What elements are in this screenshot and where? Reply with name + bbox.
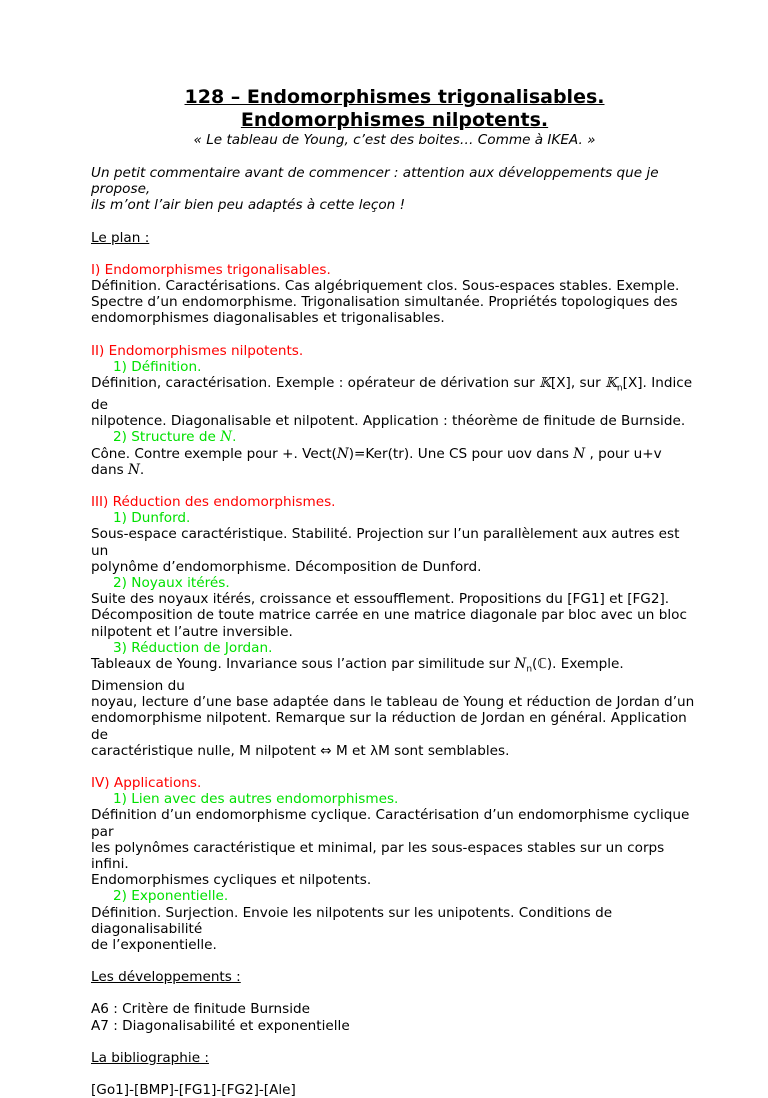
section-3-sub2: 2) Noyaux itérés. (113, 574, 230, 591)
section-3-line7: noyau, lecture d’une base adaptée dans le tableau de Young et réduction de Jordan d’un (91, 694, 695, 711)
s2-l1b: [X], sur (550, 375, 606, 392)
field-kn-symbol: 𝕂 (605, 375, 617, 392)
s2-l3c: , pour u+v dans (91, 445, 662, 478)
page-title-line2: Endomorphismes nilpotents. (240, 109, 549, 131)
section-3-line1: Sous-espace caractéristique. Stabilité. Projection sur l’un parallèlement aux autres est un (91, 526, 680, 559)
epigraph-quote: « Le tableau de Young, c’est des boites… Comme à IKEA. » (193, 132, 596, 148)
section-3-line3: Suite des noyaux itérés, croissance et essoufflement. Propositions du [FG1] et [FG2]. (91, 591, 670, 608)
bibliography-list: [Go1]-[BMP]-[FG1]-[FG2]-[Ale] (91, 1081, 296, 1098)
section-3-line4: Décomposition de toute matrice carrée en une matrice diagonale par bloc avec un bloc (91, 607, 687, 624)
section-3-sub3: 3) Réduction de Jordan. (113, 639, 273, 656)
section-4-line3: Endomorphismes cycliques et nilpotents. (91, 872, 372, 889)
section-3-line9: caractéristique nulle, M nilpotent ⇔ M et λM sont semblables. (91, 742, 510, 759)
development-item: A7 : Diagonalisabilité et exponentielle (91, 1017, 350, 1034)
nilpotent-set-symbol: 𝑁 (514, 656, 527, 672)
section-4-line5: de l’exponentielle. (91, 936, 217, 953)
section-1-line2: Spectre d’un endomorphisme. Trigonalisation simultanée. Propriétés topologiques des (91, 294, 678, 311)
field-k-symbol: 𝕂 (539, 375, 551, 392)
developments-heading (91, 969, 698, 985)
kn-subscript: n (616, 383, 623, 394)
plan-heading (91, 230, 698, 246)
nilpotent-set-symbol: 𝑁 (573, 445, 586, 462)
s2-l3a: Cône. Contre exemple pour +. Vect( (91, 445, 337, 462)
section-1-title: I) Endomorphismes trigonalisables. (91, 261, 331, 278)
s2-l3b: )=Ker(tr). Une CS pour uov dans (348, 445, 574, 462)
s2-l1a: Définition, caractérisation. Exemple : opérateur de dérivation sur (91, 375, 540, 392)
nilpotent-set-symbol: 𝑁 (127, 461, 140, 478)
section-2-sub1: 1) Définition. (113, 358, 202, 375)
section-3-line8: endomorphisme nilpotent. Remarque sur la réduction de Jordan en général. Application de (91, 710, 687, 743)
plan-heading-text: Le plan : (91, 229, 150, 246)
section-3-title: III) Réduction des endomorphismes. (91, 493, 336, 510)
complex-field: (ℂ) (532, 656, 553, 672)
developments-heading-text: Les développements : (91, 969, 241, 986)
section-2-line2: nilpotence. Diagonalisable et nilpotent. Application : théorème de finitude de Burnside. (91, 413, 686, 430)
s3-l6b: . Exemple. Dimension du (91, 656, 624, 694)
section-3-line5: nilpotent et l’autre inversible. (91, 623, 293, 640)
section-4-title: IV) Applications. (91, 774, 202, 791)
s2-l3d: . (139, 461, 145, 478)
section-2-line1 (91, 375, 698, 413)
development-item: A6 : Critère de finitude Burnside (91, 1001, 310, 1018)
section-4-sub2: 2) Exponentielle. (113, 888, 229, 905)
nilpotent-set-symbol: 𝑁 (220, 429, 233, 446)
section-4-sub1: 1) Lien avec des autres endomorphismes. (113, 791, 399, 808)
section-4-line4: Définition. Surjection. Envoie les nilpotents sur les unipotents. Conditions de diagonalisabilité (91, 904, 613, 937)
section-3-line2: polynôme d’endomorphisme. Décomposition de Dunford. (91, 558, 482, 575)
page-title: 128 – Endomorphismes trigonalisables. (184, 86, 605, 108)
s3-l6a: Tableaux de Young. Invariance sous l’action par similitude sur (91, 656, 515, 672)
bibliography-heading (91, 1050, 698, 1066)
section-2-title: II) Endomorphismes nilpotents. (91, 342, 304, 359)
section-1-line1: Définition. Caractérisations. Cas algébriquement clos. Sous-espaces stables. Exemple. (91, 278, 680, 295)
nilpotent-set-symbol: 𝑁 (336, 445, 349, 462)
section-4-line2: les polynômes caractéristique et minimal, par les sous-espaces stables sur un corps infini. (91, 839, 665, 872)
intro-comment-line1: Un petit commentaire avant de commencer : attention aux développements que je propose, (91, 165, 659, 198)
section-2-line3 (91, 446, 698, 478)
section-3-sub1: 1) Dunford. (113, 510, 191, 527)
s2-l1c: [X]. Indice de (91, 375, 693, 413)
s2-sub2a: 2) Structure de (113, 429, 221, 446)
section-4-line1: Définition d’un endomorphisme cyclique. Caractérisation d’un endomorphisme cyclique par (91, 807, 690, 840)
section-3-line6 (91, 656, 698, 694)
s2-sub2b: . (232, 429, 237, 446)
n-subscript: n (526, 664, 533, 675)
section-1-line3: endomorphismes diagonalisables et trigonalisables. (91, 310, 445, 327)
bibliography-heading-text: La bibliographie : (91, 1049, 209, 1066)
intro-comment-line2: ils m’ont l’air bien peu adaptés à cette leçon ! (91, 197, 406, 214)
section-2-sub2 (91, 429, 698, 445)
